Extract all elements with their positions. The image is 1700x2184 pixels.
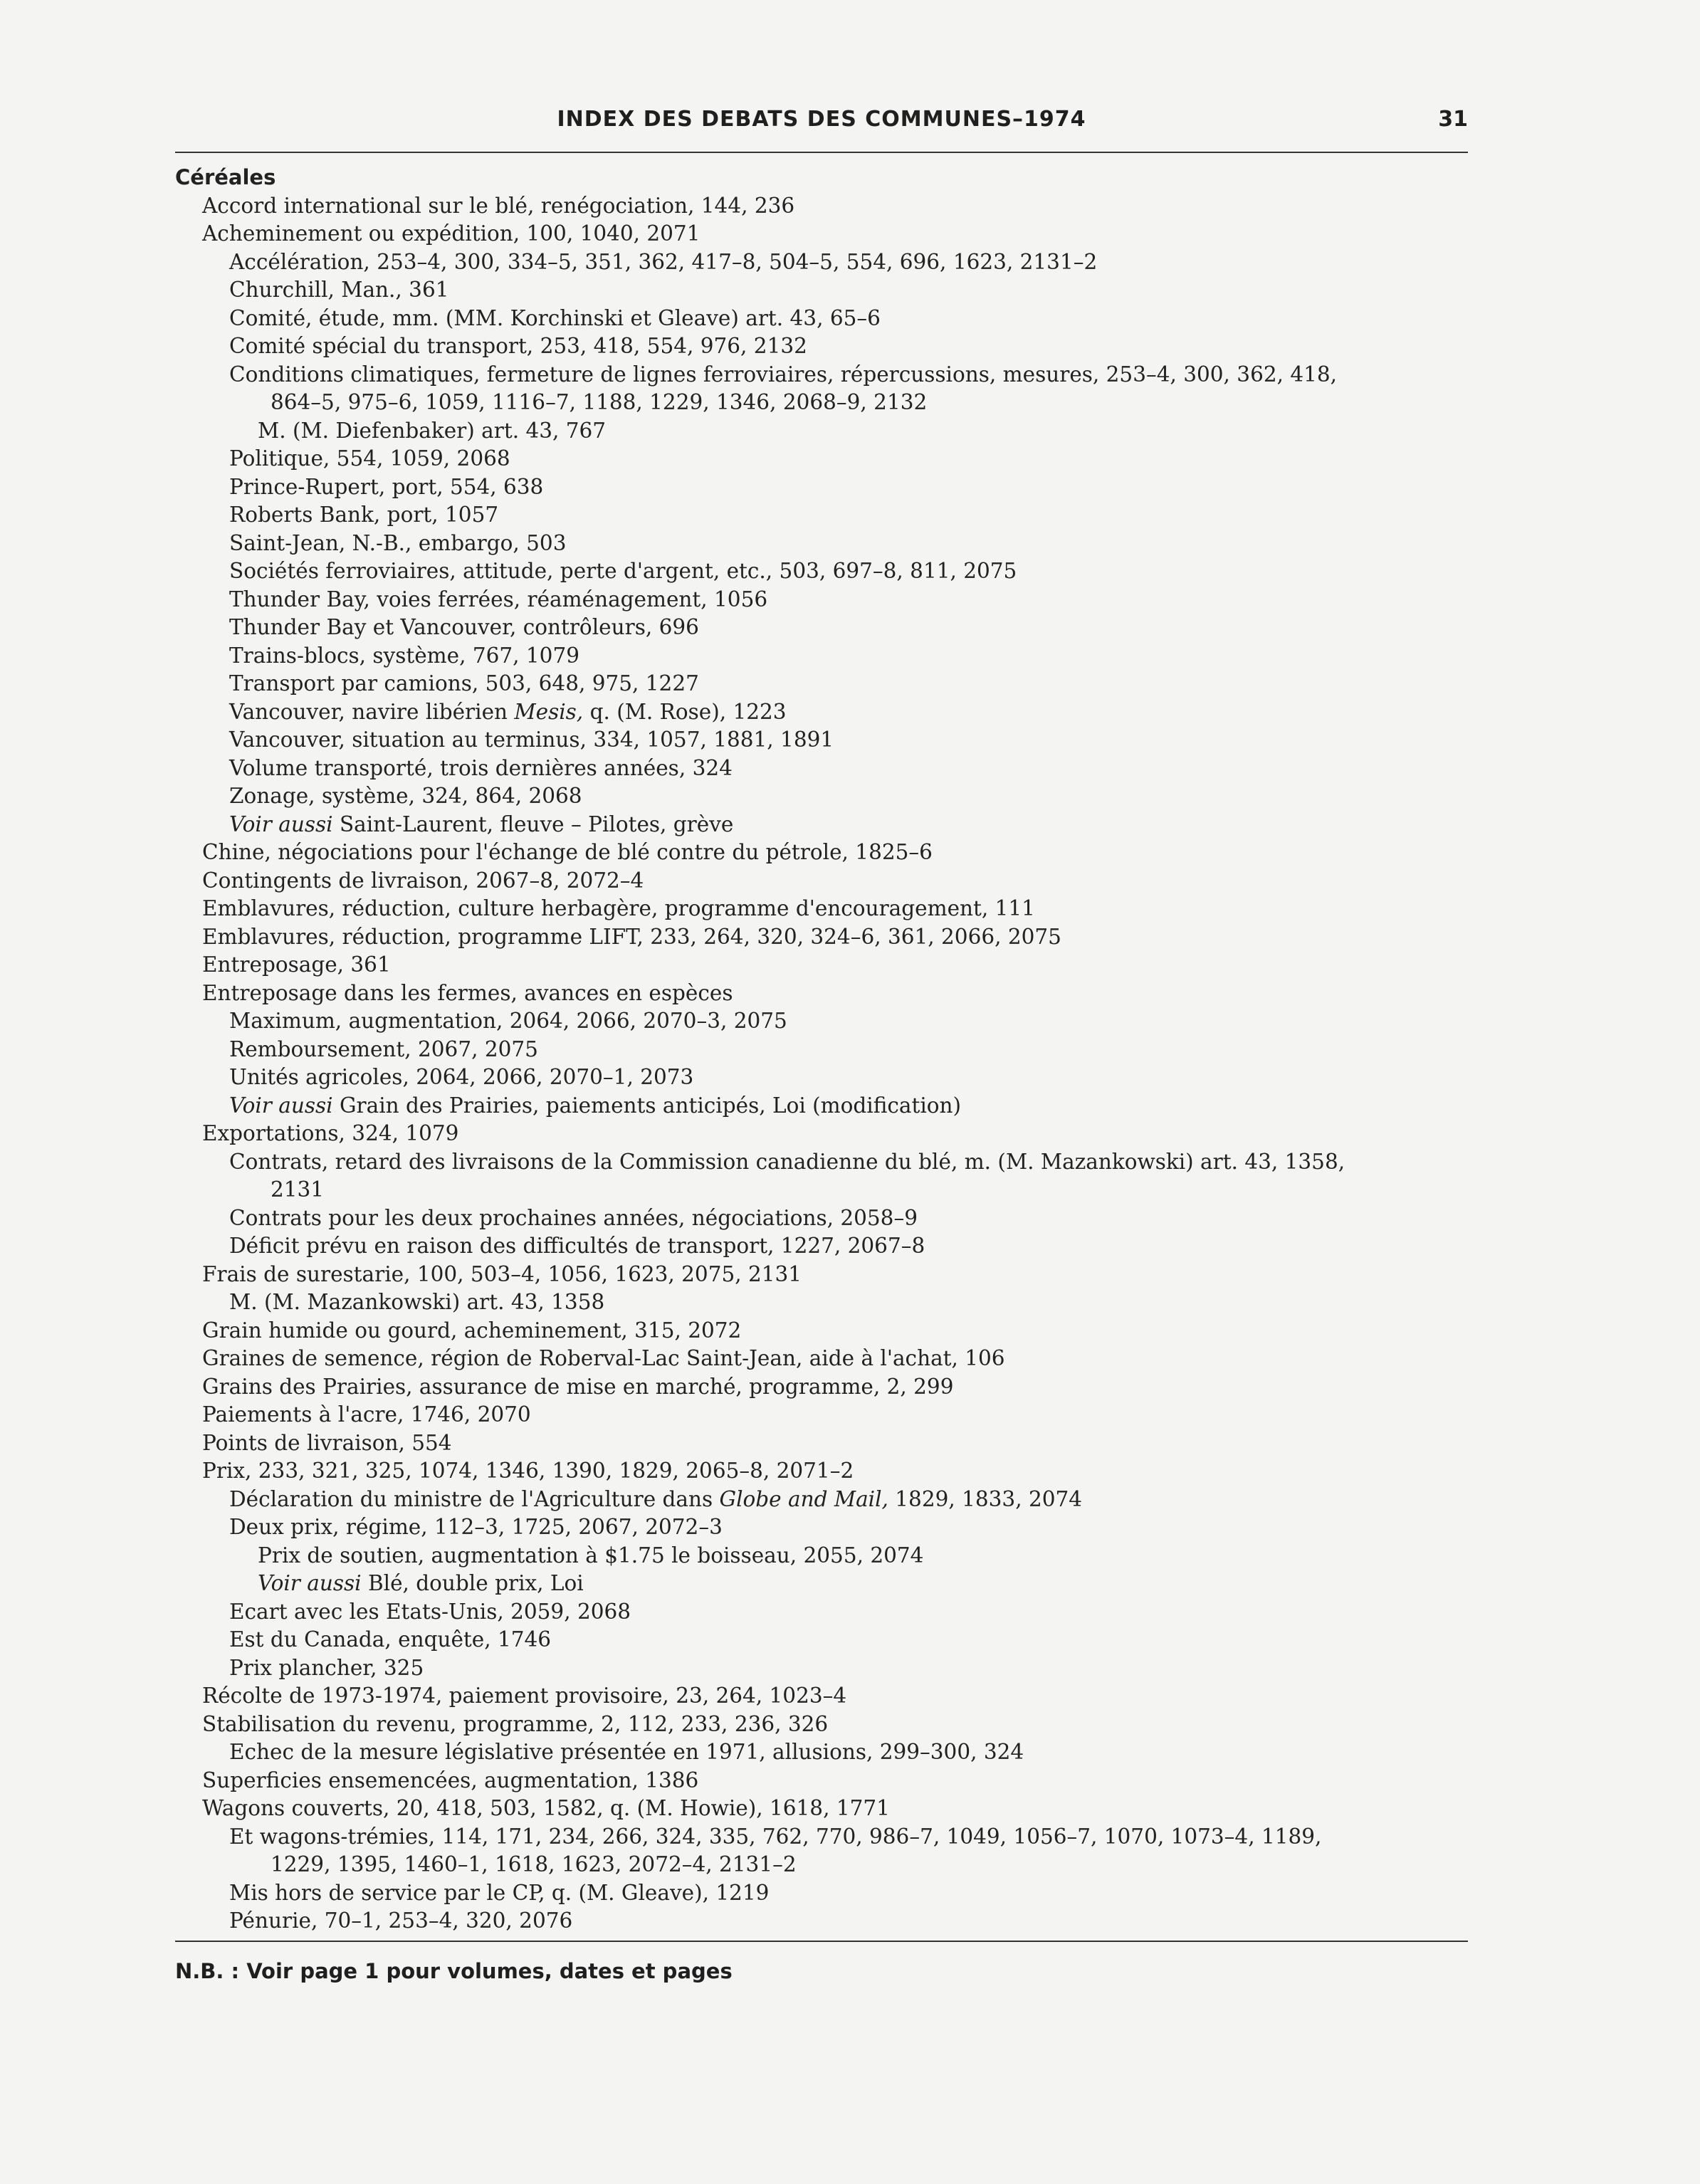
- see-also-label: Voir aussi: [229, 812, 333, 836]
- page-header: [175, 107, 1468, 142]
- index-entry: Trains-blocs, système, 767, 1079: [229, 643, 579, 668]
- entry-text: Déclaration du ministre de l'Agriculture dans: [229, 1486, 720, 1511]
- index-entry: Accord international sur le blé, renégociation, 144, 236: [202, 193, 795, 218]
- see-also-label: Voir aussi: [258, 1571, 362, 1595]
- see-also-entry: [175, 811, 1468, 839]
- index-entry: Exportations, 324, 1079: [202, 1121, 459, 1145]
- entry-continuation: 864–5, 975–6, 1059, 1116–7, 1188, 1229, 1346, 2068–9, 2132: [271, 390, 928, 414]
- index-entry-multiline: [175, 1823, 1468, 1879]
- index-entry: Grain humide ou gourd, acheminement, 315, 2072: [202, 1318, 742, 1343]
- see-also-label: Voir aussi: [229, 1093, 333, 1118]
- index-entry: Graines de semence, région de Roberval-Lac Saint-Jean, aide à l'achat, 106: [202, 1346, 1005, 1370]
- index-entry: Wagons couverts, 20, 418, 503, 1582, q. (M. Howie), 1618, 1771: [202, 1796, 890, 1820]
- index-entry: Thunder Bay et Vancouver, contrôleurs, 696: [229, 615, 699, 639]
- running-title: INDEX DES DEBATS DES COMMUNES–1974: [557, 107, 1086, 132]
- index-entry: M. (M. Mazankowski) art. 43, 1358: [229, 1290, 605, 1314]
- index-entry: Transport par camions, 503, 648, 975, 1227: [229, 671, 699, 695]
- entry-continuation: 1229, 1395, 1460–1, 1618, 1623, 2072–4, 2131–2: [271, 1852, 797, 1876]
- index-entry: Emblavures, réduction, programme LIFT, 233, 264, 320, 324–6, 361, 2066, 2075: [202, 924, 1061, 949]
- index-entry-multiline: [175, 1148, 1468, 1204]
- index-entry: Entreposage, 361: [202, 952, 391, 977]
- index-entry: Mis hors de service par le CP, q. (M. Gleave), 1219: [229, 1880, 770, 1905]
- index-entry: Paiements à l'acre, 1746, 2070: [202, 1402, 531, 1427]
- index-entry: Zonage, système, 324, 864, 2068: [229, 784, 582, 808]
- index-entry: Est du Canada, enquête, 1746: [229, 1627, 552, 1652]
- index-entry: Emblavures, réduction, culture herbagère, programme d'encouragement, 111: [202, 896, 1035, 920]
- index-entry: Entreposage dans les fermes, avances en espèces: [202, 980, 733, 1005]
- entry-text: q. (M. Rose), 1223: [583, 699, 787, 724]
- index-entry: Roberts Bank, port, 1057: [229, 503, 499, 527]
- index-entry: Churchill, Man., 361: [229, 278, 449, 302]
- index-entry: [175, 698, 1468, 727]
- index-entry: Unités agricoles, 2064, 2066, 2070–1, 2073: [229, 1065, 694, 1089]
- index-entry: Déficit prévu en raison des difficultés de transport, 1227, 2067–8: [229, 1234, 925, 1258]
- index-entry: M. (M. Diefenbaker) art. 43, 767: [258, 418, 607, 443]
- index-entry: Stabilisation du revenu, programme, 2, 112, 233, 236, 326: [202, 1711, 829, 1736]
- index-entry: Prix plancher, 325: [229, 1655, 424, 1680]
- index-entry: Prince-Rupert, port, 554, 638: [229, 474, 544, 499]
- index-entry: Remboursement, 2067, 2075: [229, 1036, 538, 1061]
- index-entry: Accélération, 253–4, 300, 334–5, 351, 362, 417–8, 504–5, 554, 696, 1623, 2131–2: [229, 249, 1098, 274]
- index-entry: Contrats pour les deux prochaines années, négociations, 2058–9: [229, 1205, 918, 1230]
- index-entry: [175, 1486, 1468, 1514]
- index-entry: Volume transporté, trois dernières années, 324: [229, 755, 733, 780]
- index-entry: Echec de la mesure législative présentée en 1971, allusions, 299–300, 324: [229, 1740, 1024, 1764]
- index-entry: Politique, 554, 1059, 2068: [229, 446, 510, 471]
- index-entry: Contingents de livraison, 2067–8, 2072–4: [202, 868, 644, 893]
- section-heading: Céréales: [175, 165, 276, 189]
- index-entry: Comité spécial du transport, 253, 418, 554, 976, 2132: [229, 334, 807, 358]
- entry-text: Blé, double prix, Loi: [361, 1571, 584, 1595]
- index-entry: Grains des Prairies, assurance de mise en marché, programme, 2, 299: [202, 1374, 954, 1399]
- index-entry: Pénurie, 70–1, 253–4, 320, 2076: [229, 1909, 573, 1933]
- entry-continuation: 2131: [271, 1177, 325, 1202]
- index-entry: Chine, négociations pour l'échange de blé contre du pétrole, 1825–6: [202, 840, 933, 864]
- index-entry: Thunder Bay, voies ferrées, réaménagement, 1056: [229, 587, 768, 611]
- index-entry: Vancouver, situation au terminus, 334, 1057, 1881, 1891: [229, 728, 834, 752]
- header-rule: [175, 152, 1468, 153]
- footer-rule: [175, 1941, 1468, 1942]
- footnote: N.B. : Voir page 1 pour volumes, dates et pages: [175, 1959, 733, 1983]
- index-entry: Comité, étude, mm. (MM. Korchinski et Gleave) art. 43, 65–6: [229, 305, 881, 330]
- entry-text: 1829, 1833, 2074: [888, 1486, 1083, 1511]
- index-entry: Prix de soutien, augmentation à $1.75 le boisseau, 2055, 2074: [258, 1543, 924, 1568]
- index-entry: Sociétés ferroviaires, attitude, perte d'argent, etc., 503, 697–8, 811, 2075: [229, 559, 1017, 583]
- index-entry: Saint-Jean, N.-B., embargo, 503: [229, 530, 567, 555]
- index-entry: Maximum, augmentation, 2064, 2066, 2070–3, 2075: [229, 1009, 787, 1033]
- see-also-entry: [175, 1092, 1468, 1120]
- index-entry: Superficies ensemencées, augmentation, 1386: [202, 1768, 699, 1792]
- newspaper-title: Globe and Mail,: [719, 1486, 888, 1511]
- see-also-entry: [175, 1570, 1468, 1598]
- ship-name: Mesis,: [514, 699, 584, 724]
- index-entry: Points de livraison, 554: [202, 1430, 452, 1455]
- index-entry: Acheminement ou expédition, 100, 1040, 2071: [202, 221, 701, 246]
- index-entry: Prix, 233, 321, 325, 1074, 1346, 1390, 1829, 2065–8, 2071–2: [202, 1459, 854, 1483]
- entry-text: Grain des Prairies, paiements anticipés, Loi (modification): [332, 1093, 962, 1118]
- entry-line: Contrats, retard des livraisons de la Commission canadienne du blé, m. (M. Mazankowski) art. 43, 1358,: [229, 1149, 1345, 1174]
- entry-text: Vancouver, navire libérien: [229, 699, 515, 724]
- index-entry: Ecart avec les Etats-Unis, 2059, 2068: [229, 1599, 631, 1624]
- index-entry: Deux prix, régime, 112–3, 1725, 2067, 2072–3: [229, 1515, 723, 1539]
- entry-text: Saint-Laurent, fleuve – Pilotes, grève: [332, 812, 734, 836]
- index-entry: Récolte de 1973-1974, paiement provisoire, 23, 264, 1023–4: [202, 1684, 847, 1708]
- index-list: [175, 164, 1468, 1936]
- entry-line: Conditions climatiques, fermeture de lignes ferroviaires, répercussions, mesures, 253–4, 300, 362, 418,: [229, 362, 1338, 387]
- index-entry: Frais de surestarie, 100, 503–4, 1056, 1623, 2075, 2131: [202, 1261, 802, 1286]
- index-entry-multiline: [175, 361, 1468, 417]
- page-number: 31: [1438, 107, 1468, 132]
- entry-line: Et wagons-trémies, 114, 171, 234, 266, 324, 335, 762, 770, 986–7, 1049, 1056–7, 1070, 1073–4, 1189,: [229, 1824, 1322, 1849]
